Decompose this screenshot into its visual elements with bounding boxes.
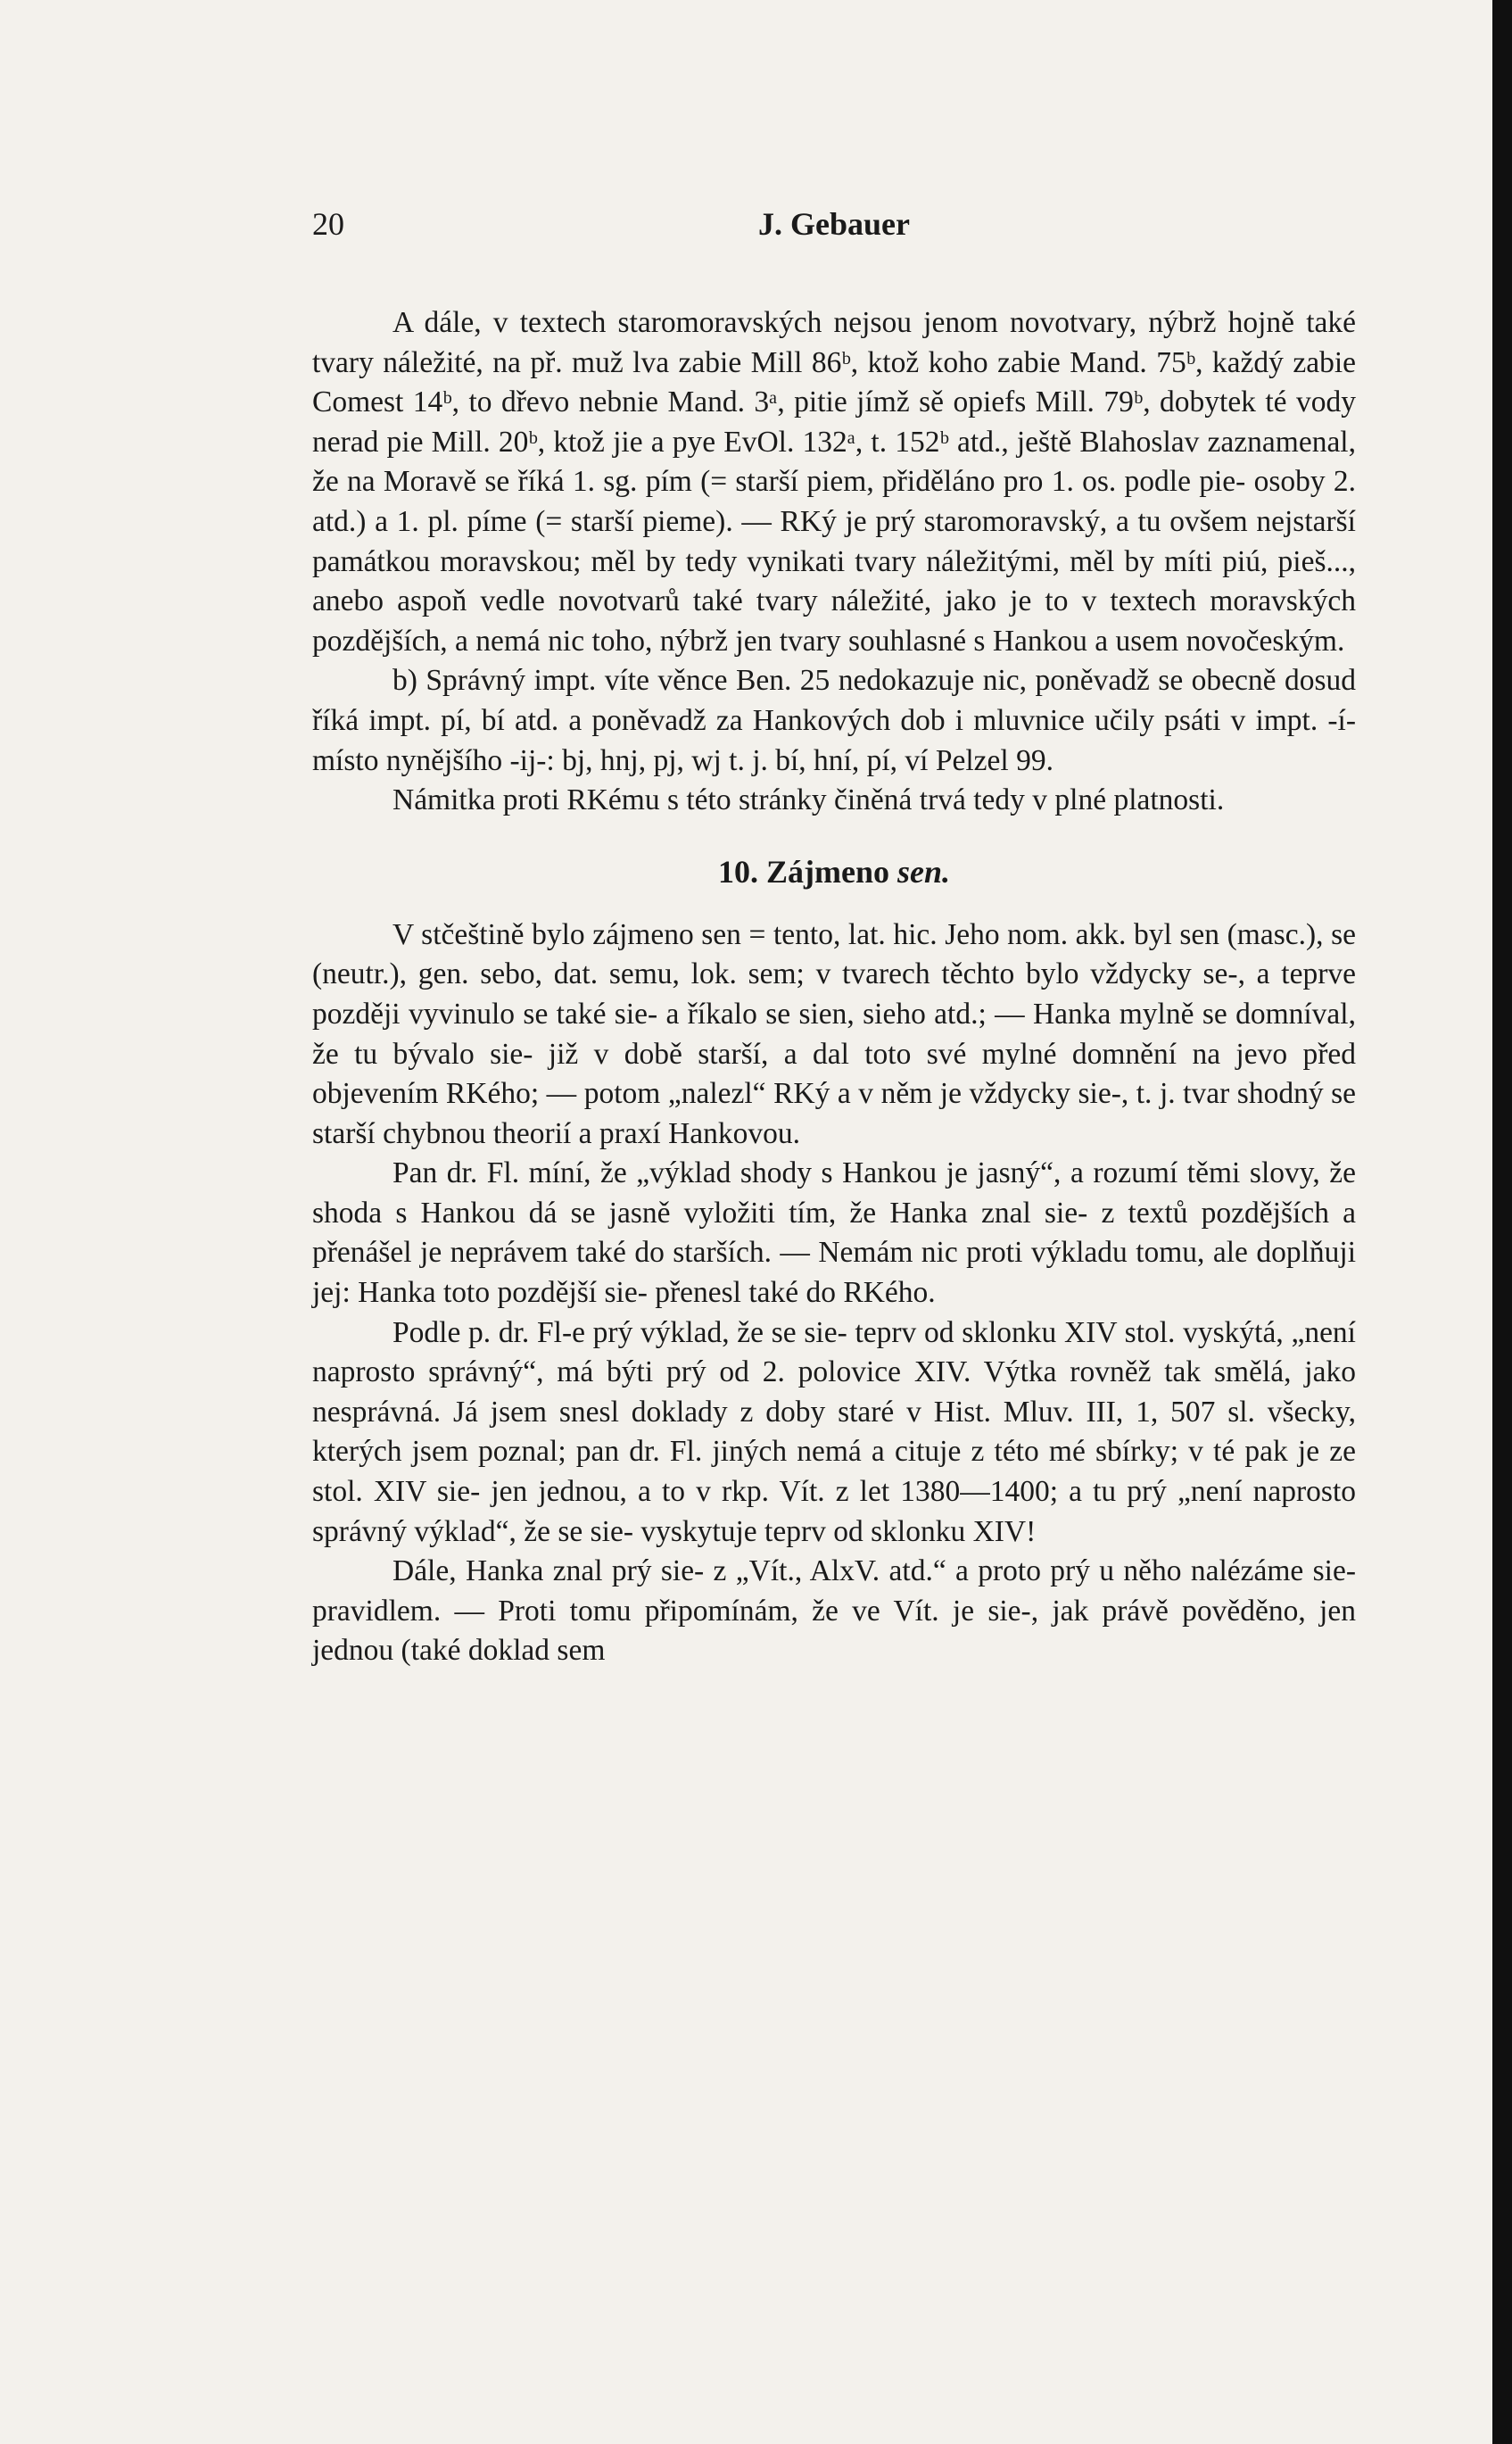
- running-title: J. Gebauer: [758, 206, 910, 242]
- section-title: Zájmeno: [765, 853, 889, 890]
- page: [312, 205, 1356, 1671]
- paragraph: Námitka proti RKému s této stránky činěná trvá tedy v plné platnosti.: [392, 783, 1225, 817]
- page-header: [312, 205, 1356, 259]
- paragraph: A dále, v textech staromoravských nejsou jenom novotvary, nýbrž hojně také tvary náležité, na př. muž lva zabie Mill 86ᵇ, ktož koho zabie Mand. 75ᵇ, každý zabie Comest 14ᵇ, to dřevo nebnie Mand. 3ᵃ, pitie jímž sě opiefs Mill. 79ᵇ, dobytek té vody nerad pie Mill. 20ᵇ, ktož jie a pye EvOl. 132ᵃ, t. 152ᵇ atd., ještě Blahoslav zaznamenal, že na Moravě se říká 1. sg. pím (= starší piem, přiděláno pro 1. os. podle pie- osoby 2. atd.) a 1. pl. píme (= starší pieme). — RKý je prý staromoravský, a tu ovšem nejstarší památkou moravskou; měl by tedy vynikati tvary náležitými, měl by míti piú, pieš..., anebo aspoň vedle novotvarů také tvary náležité, jako je to v textech moravských pozdějších, a nemá nic toho, nýbrž jen tvary souhlasné s Hankou a usem novočeským.: [312, 306, 1356, 658]
- page-number: 20: [312, 206, 344, 242]
- section-number: 10.: [717, 853, 758, 890]
- paragraph: Dále, Hanka znal prý sie- z „Vít., AlxV. atd.“ a proto prý u něho nalézáme sie- pravidlem. — Proti tomu připomínám, že ve Vít. je sie-, jak právě pověděno, jen jednou (také doklad sem: [312, 1554, 1356, 1668]
- body-text: [312, 303, 1356, 1671]
- paragraph: V stčeštině bylo zájmeno sen = tento, lat. hic. Jeho nom. akk. byl sen (masc.), se (neutr.), gen. sebo, dat. semu, lok. sem; v tvarech těchto bylo vždycky se-, a teprve později vyvinulo se také sie- a říkalo se sien, sieho atd.; — Hanka mylně se domníval, že tu bývalo sie- již v době starší, a dal toto své mylné domnění na jevo před objevením RKého; — potom „nalezl“ RKý a v něm je vždycky sie-, t. j. tvar shodný se starší chybnou theorií a praxí Hankovou.: [312, 917, 1356, 1150]
- paragraph: b) Správný impt. víte věnce Ben. 25 nedokazuje nic, poněvadž se obecně dosud říká impt. pí, bí atd. a poněvadž za Hankových dob i mluvnice učily psáti v impt. -í- místo nynějšího -ij-: bj, hnj, pj, wj t. j. bí, hní, pí, ví Pelzel 99.: [312, 664, 1356, 777]
- paragraph: Pan dr. Fl. míní, že „výklad shody s Hankou je jasný“, a rozumí těmi slovy, že shoda s Hankou dá se jasně vyložiti tím, že Hanka znal sie- z textů pozdějších a přenášel je neprávem také do starších. — Nemám nic proti výkladu tomu, ale doplňuji jej: Hanka toto pozdější sie- přenesl také do RKého.: [312, 1156, 1356, 1310]
- scan-border: [1492, 0, 1512, 2444]
- paragraph: Podle p. dr. Fl-e prý výklad, že se sie- teprv od sklonku XIV stol. vyskýtá, „není naprosto správný“, má býti prý od 2. polovice XIV. Výtka rovněž tak smělá, jako nesprávná. Já jsem snesl doklady z doby staré v Hist. Mluv. III, 1, 507 sl. všecky, kterých jsem poznal; pan dr. Fl. jiných nemá a cituje z této mé sbírky; v té pak je ze stol. XIV sie- jen jednou, a to v rkp. Vít. z let 1380—1400; a tu prý „není naprosto správný výklad“, že se sie- vyskytuje teprv od sklonku XIV!: [312, 1315, 1356, 1548]
- section-heading: [312, 851, 1356, 892]
- section-keyword: sen.: [896, 853, 950, 890]
